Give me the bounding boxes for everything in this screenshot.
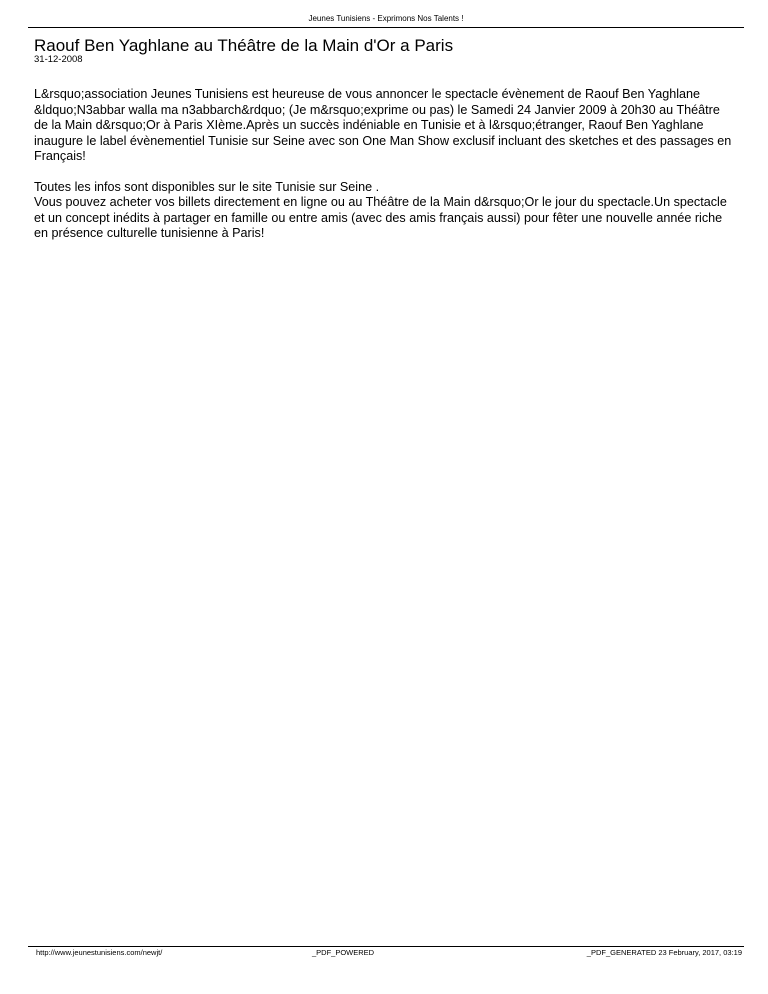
article-date: 31-12-2008 (34, 54, 83, 65)
footer-generated: _PDF_GENERATED 23 February, 2017, 03:19 (586, 948, 742, 957)
footer-powered: _PDF_POWERED (312, 948, 375, 957)
header-divider (28, 27, 744, 28)
article-title: Raouf Ben Yaghlane au Théâtre de la Main d'Or a Paris (34, 36, 454, 55)
article-paragraph-tickets: Vous pouvez acheter vos billets directement en ligne ou au Théâtre de la Main d&rsquo;Or le jour du spectacle.Un spectacle et un concept inédits à partager en famille ou entre amis (avec des amis français aussi) pour fêter une nouvelle année riche en présence culturelle tunisienne à Paris! (34, 195, 727, 240)
article-body (34, 87, 734, 242)
footer-url: http://www.jeunestunisiens.com/newjt/ (36, 948, 163, 957)
article-paragraph-info: Toutes les infos sont disponibles sur le site Tunisie sur Seine . (34, 179, 380, 194)
article-paragraph-intro: L&rsquo;association Jeunes Tunisiens est heureuse de vous annoncer le spectacle évènement de Raouf Ben Yaghlane &ldquo;N3abbar walla ma n3abbarch&rdquo; (Je m&rsquo;exprime ou pas) le Samedi 24 Janvier 2009 à 20h30 au Théâtre de la Main d&rsquo;Or à Paris XIème.Après un succès indéniable en Tunisie et à l&rsquo;étranger, Raouf Ben Yaghlane inaugure le label évènementiel Tunisie sur Seine avec son One Man Show exclusif incluant des sketches et des passages en Français! (34, 87, 732, 163)
footer-divider (28, 946, 744, 947)
page-header: Jeunes Tunisiens - Exprimons Nos Talents ! (308, 14, 464, 23)
